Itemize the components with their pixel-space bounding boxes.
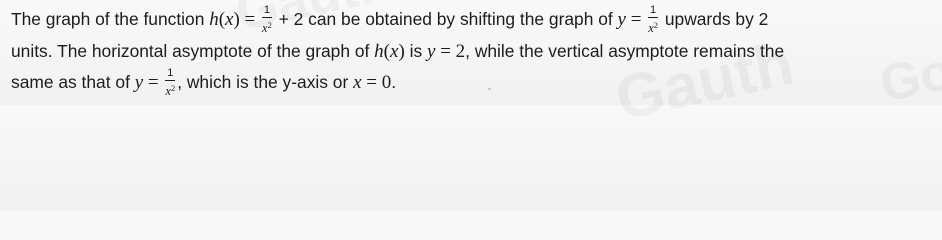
- math-equals-two: = 2: [435, 40, 466, 62]
- math-var-y: y: [427, 40, 436, 62]
- fraction-den-exponent: 2: [267, 19, 272, 30]
- fraction-den-var: x: [165, 83, 171, 98]
- fraction-one-over-x-squared: [648, 5, 658, 34]
- math-paren-close: ): [398, 40, 405, 62]
- math-var-y: y: [617, 9, 626, 30]
- math-function-h: h: [374, 40, 384, 62]
- fraction-one-over-x-squared: [262, 5, 272, 34]
- text-run: , which is the y-axis or: [177, 72, 354, 92]
- fraction-den-exponent: 2: [653, 19, 659, 30]
- text-run: , while the vertical asymptote remains the: [465, 40, 785, 61]
- stray-mark: [488, 88, 491, 90]
- math-equals: =: [239, 9, 261, 30]
- paragraph-line-1: [11, 4, 936, 36]
- math-paren-open: (: [218, 9, 226, 30]
- math-equals: =: [143, 72, 164, 93]
- fraction-numerator: 1: [167, 66, 174, 79]
- math-equals-zero: = 0: [361, 72, 392, 93]
- math-paren-open: (: [383, 40, 390, 62]
- text-run: same as that of: [11, 72, 135, 92]
- fraction-denominator: [165, 81, 175, 97]
- math-var-x: x: [390, 40, 399, 62]
- fraction-denominator: [648, 18, 658, 34]
- fraction-numerator: 1: [650, 3, 657, 16]
- paragraph-line-2: [11, 36, 936, 68]
- fraction-numerator: 1: [263, 3, 270, 16]
- text-run: units. The horizontal asymptote of the graph of: [11, 40, 375, 61]
- paragraph-line-3: [11, 67, 936, 99]
- math-paren-close: ): [233, 9, 240, 30]
- math-var-x: x: [353, 72, 362, 93]
- fraction-den-var: x: [262, 20, 268, 35]
- math-var-y: y: [134, 72, 144, 93]
- text-run: is: [404, 40, 427, 61]
- fraction-den-var: x: [648, 20, 654, 35]
- text-run: + 2 can be obtained by shifting the graph of: [273, 9, 618, 29]
- fraction-denominator: [262, 18, 272, 34]
- math-var-x: x: [225, 9, 234, 30]
- math-equals: =: [625, 9, 647, 30]
- fraction-one-over-x-squared: [165, 68, 175, 97]
- fraction-den-exponent: 2: [170, 82, 176, 93]
- text-run: .: [391, 72, 397, 92]
- math-function-h: h: [209, 9, 219, 30]
- text-run: upwards by 2: [660, 9, 769, 29]
- answer-paragraph: [11, 4, 936, 99]
- text-run: The graph of the function: [11, 9, 210, 29]
